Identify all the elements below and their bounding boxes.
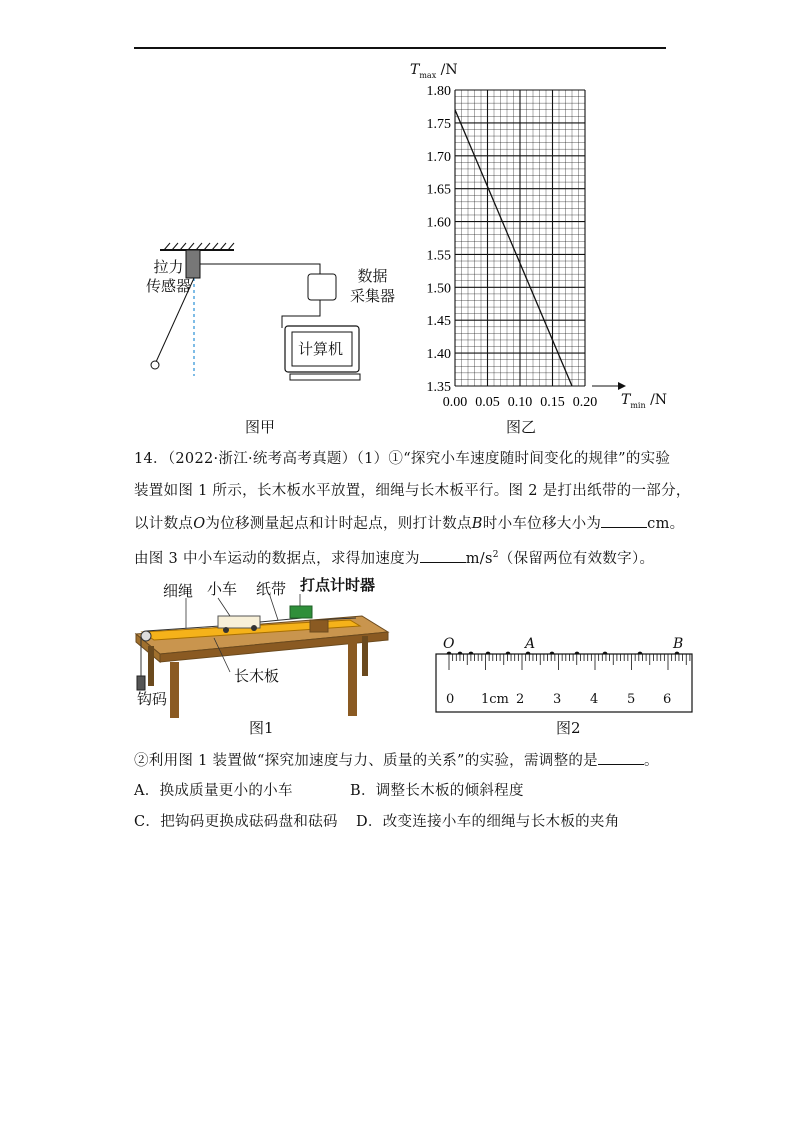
- figure-2-ruler: [430, 630, 700, 720]
- question-number: 14．: [134, 451, 168, 467]
- y-tick-label: 1.40: [426, 347, 451, 363]
- fig-yi-caption: 图乙: [506, 418, 537, 436]
- ruler-num-3: 3: [553, 692, 562, 707]
- answer-blank-part2[interactable]: [598, 750, 644, 765]
- x-tick-label: 0.15: [540, 395, 565, 410]
- answer-blank-acceleration[interactable]: [420, 548, 466, 563]
- y-tick-label: 1.55: [426, 248, 451, 264]
- ruler-num-2: 2: [516, 692, 525, 707]
- y-tick-label: 1.75: [426, 116, 451, 132]
- x-tick-label: 0.10: [507, 395, 533, 410]
- fig2-caption: 图2: [556, 719, 581, 737]
- option-d[interactable]: D．改变连接小车的细绳与长木板的夹角: [356, 814, 620, 830]
- option-a[interactable]: A．换成质量更小的小车: [134, 783, 293, 799]
- weight-label: 钩码: [137, 690, 168, 708]
- ruler-num-5: 5: [627, 692, 636, 707]
- header-rule: [134, 47, 666, 49]
- ruler-num-4: 4: [590, 692, 599, 707]
- ruler-num-1cm: 1cm: [481, 692, 509, 707]
- y-tick-label: 1.60: [426, 215, 451, 231]
- timer-label: 打点计时器: [300, 576, 376, 594]
- y-tick-label: 1.65: [426, 182, 451, 198]
- question-source: （2022·浙江·统考高考真题）: [167, 451, 357, 467]
- point-b-label: B: [673, 636, 684, 652]
- sensor-label-2: 传感器: [146, 277, 192, 295]
- rope-label: 细绳: [163, 582, 194, 600]
- option-b[interactable]: B．调整长木板的倾斜程度: [350, 783, 524, 799]
- tape-label: 纸带: [256, 580, 287, 598]
- y-axis-label: $T_{max}$ /N: [410, 62, 458, 80]
- question-part-2: ②利用图 1 装置做“探究加速度与力、质量的关系”的实验，需调整的是 。: [134, 750, 659, 771]
- y-tick-label: 1.50: [426, 281, 451, 297]
- ruler-num-0: 0: [446, 692, 455, 707]
- y-tick-label: 1.45: [426, 314, 451, 330]
- x-tick-label: 0.05: [475, 395, 500, 410]
- x-tick-label: 0.00: [442, 395, 468, 410]
- y-tick-label: 1.70: [426, 149, 451, 165]
- board-label: 长木板: [234, 667, 280, 685]
- x-axis-label: $T_{min}$ /N: [621, 392, 668, 410]
- dot-timer: [290, 606, 312, 618]
- ruler-num-6: 6: [663, 692, 672, 707]
- computer-label: 计算机: [298, 340, 344, 358]
- question-line-4: 由图 3 中小车运动的数据点，求得加速度为 $m/s^2$（保留两位有效数字）。: [134, 545, 654, 569]
- point-a-label: A: [525, 636, 536, 652]
- fig-jia-caption: 图甲: [245, 418, 276, 436]
- question-line-3: 以计数点O为位移测量起点和计时起点，则打计数点B时小车位移大小为 cm。: [134, 513, 684, 534]
- option-c[interactable]: C．把钩码更换成砝码盘和砝码: [134, 814, 338, 830]
- collector-label-2: 采集器: [350, 287, 396, 305]
- ruler-body: [436, 654, 692, 712]
- x-tick-label: 0.20: [572, 395, 598, 410]
- fig1-caption: 图1: [249, 719, 274, 737]
- answer-blank-displacement[interactable]: [601, 513, 647, 528]
- chart-grid: [455, 90, 585, 386]
- question-line-1: 14．（2022·浙江·统考高考真题）（1）①“探究小车速度随时间变化的规律”的实验: [134, 451, 671, 467]
- cart-label: 小车: [207, 580, 238, 598]
- sensor-label-1: 拉力: [153, 258, 184, 276]
- question-line-2: 装置如图 1 所示，长木板水平放置，细绳与长木板平行。图 2 是打出纸带的一部分，: [134, 483, 691, 499]
- figure-yi-chart: [405, 60, 675, 420]
- y-tick-label: 1.35: [426, 380, 451, 395]
- point-o-label: O: [443, 636, 455, 652]
- collector-label-1: 数据: [357, 267, 388, 285]
- pendulum-bob: [151, 361, 159, 369]
- y-tick-label: 1.80: [426, 84, 451, 99]
- data-collector: [308, 274, 336, 300]
